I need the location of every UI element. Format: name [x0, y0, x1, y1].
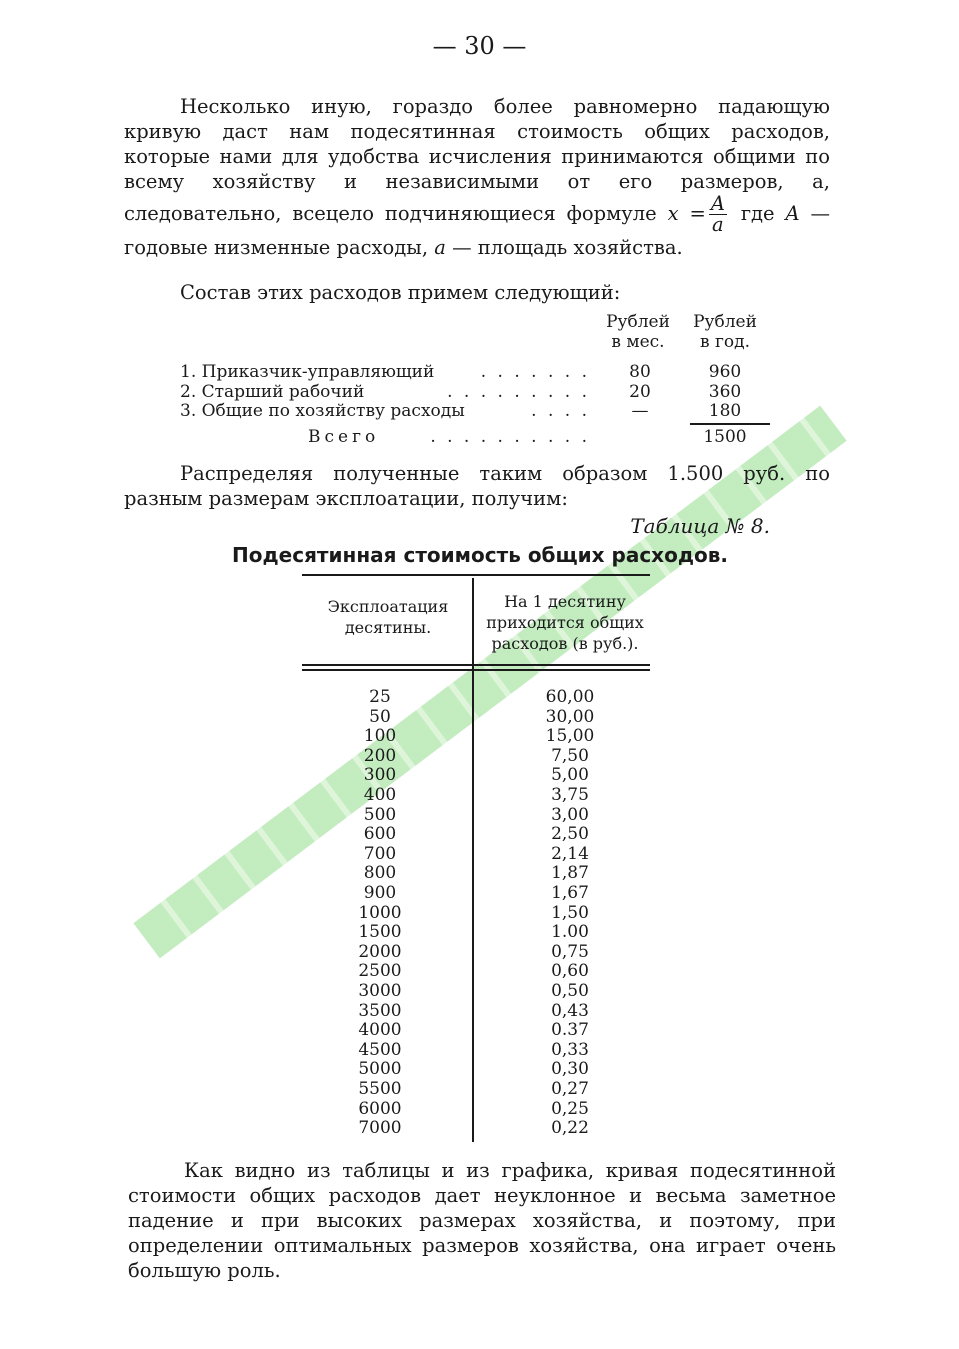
table-header-rule-2	[302, 669, 650, 671]
formula-numerator: A	[710, 192, 725, 215]
table-cell-cost: 0,50	[551, 981, 589, 1001]
table-cell-area: 1000	[358, 902, 402, 923]
table-cell-area: 300	[363, 765, 397, 786]
table-cell-cost: 30,00	[545, 706, 595, 727]
table-cell-area: 1500	[358, 922, 402, 943]
paragraph-distribution	[124, 461, 830, 511]
table-cell-cost: 3,00	[551, 804, 589, 825]
table-cell-cost: 0,27	[551, 1079, 589, 1099]
expense-year: 960	[708, 362, 742, 382]
expense-row	[180, 362, 780, 382]
formula-denominator: a	[712, 213, 724, 236]
paragraph-intro-text: Несколько иную, гораздо более равномерно падающую кривую даст нам подесятинная стоимость общих расходов, которые нами для удобства исчисления принимаются общими по всему хозяйству и независимыми от его размеров, а, следовательно, всецело подчиняющиеся формуле	[124, 95, 830, 225]
paragraph-composition-text: Состав этих расходов примем следующий:	[180, 281, 621, 304]
table-cell-cost: 0.37	[551, 1020, 589, 1041]
table-cell-area: 700	[363, 843, 397, 864]
table-cell-area: 800	[363, 863, 397, 884]
table-cell-area: 7000	[358, 1118, 402, 1139]
table-cell-area: 200	[363, 745, 397, 766]
expense-total-row	[180, 427, 780, 447]
table-cell-area: 5000	[358, 1059, 402, 1080]
table-top-rule	[302, 574, 650, 576]
expense-row	[180, 401, 780, 421]
table-cell-cost: 0,60	[551, 961, 589, 982]
table-cell-cost: 2,50	[551, 824, 589, 845]
table-cell-cost: 0,25	[551, 1098, 589, 1119]
expenses-header-month	[598, 312, 678, 352]
expenses-header-year-line2: в год.	[700, 332, 750, 352]
table-cell-area: 100	[363, 726, 397, 747]
table-cell-cost: 0,43	[551, 1000, 589, 1021]
table-cell-cost: 0,22	[551, 1118, 589, 1139]
formula-explain-A: — годовые низменные расходы,	[124, 202, 830, 259]
table-cell-cost: 2,14	[551, 843, 589, 864]
table-cell-cost: 0,33	[551, 1039, 589, 1060]
table-cell-area: 900	[363, 883, 397, 903]
table-cell-area: 3000	[358, 981, 402, 1001]
expense-total-year: 1500	[703, 427, 747, 447]
table-cell-cost: 60,00	[545, 687, 595, 707]
table-cell-area: 6000	[358, 1098, 402, 1119]
table-cell-cost: 1,50	[551, 902, 589, 923]
table-cell-area: 25	[369, 687, 391, 707]
expenses-header-month-line1: Рублей	[606, 312, 670, 332]
table-cell-cost: 1,87	[551, 863, 589, 884]
table-cell-cost: 15,00	[545, 726, 595, 747]
expense-month: 20	[629, 382, 651, 402]
paragraph-conclusion-text: Как видно из таблицы и из графика, кривая подесятинной стоимости общих расходов дает неуклонное и весьма заметное падение и при высоких размерах хозяйства, и поэтому, при определении оптимальных размеров хозяйства, она играет очень большую роль.	[128, 1159, 836, 1282]
expense-label: 1. Приказчик-управляющий	[180, 362, 435, 382]
expense-month: —	[631, 401, 649, 421]
table-cell-cost: 1,67	[551, 883, 589, 903]
formula-symbol-a: a	[434, 236, 446, 259]
table-cell-area: 50	[369, 706, 391, 727]
table-cell-cost: 0,30	[551, 1059, 589, 1080]
expense-year: 180	[708, 401, 742, 421]
table-cell-cost: 3,75	[551, 785, 589, 805]
table-header-rule-1	[302, 664, 650, 666]
table-cell-area: 400	[363, 785, 397, 805]
table-cell-area: 4500	[358, 1039, 402, 1060]
expense-dots: . . . .	[531, 401, 590, 421]
table-cell-cost: 5,00	[551, 765, 589, 786]
paragraph-distribution-text: Распределяя полученные таким образом 1.500 руб. по разным размерам эксплоатации, получим:	[124, 462, 830, 510]
table-cell-area: 600	[363, 824, 397, 845]
table-cell-cost: 0,75	[551, 941, 589, 962]
expense-year: 360	[708, 382, 742, 402]
table-cell-cost: 7,50	[551, 745, 589, 766]
table-header-area: Эксплоатация десятины.	[327, 597, 449, 637]
formula-lhs: x =	[667, 202, 706, 225]
page-number: — 30 —	[432, 32, 527, 60]
formula-fraction	[709, 194, 727, 235]
paragraph-intro	[124, 94, 830, 260]
expenses-header-year	[685, 312, 765, 352]
expense-label: 2. Старший рабочий	[180, 382, 365, 402]
expense-dots: . . . . . . .	[480, 362, 590, 382]
expense-total-dots: . . . . . . . . . .	[430, 427, 590, 447]
formula-explain-a: — площадь хозяйства.	[452, 236, 683, 259]
table-cell-area: 2000	[358, 941, 402, 962]
paragraph-conclusion	[128, 1158, 836, 1283]
table-cell-area: 4000	[358, 1020, 402, 1041]
table-cell-area: 2500	[358, 961, 402, 982]
table-title: Подесятинная стоимость общих расходов.	[232, 543, 728, 567]
expenses-header-year-line1: Рублей	[693, 312, 757, 332]
table-cell-area: 500	[363, 804, 397, 825]
table-cell-area: 5500	[358, 1079, 402, 1099]
expense-total-label: Всего	[308, 427, 380, 447]
table-header-cost: На 1 десятину приходится общих расходов (в руб.).	[486, 592, 644, 653]
expense-label: 3. Общие по хозяйству расходы	[180, 401, 465, 421]
table-cell-cost: 1.00	[551, 922, 589, 943]
formula-where: где	[740, 202, 775, 225]
paragraph-composition	[124, 280, 830, 305]
expenses-header-month-line2: в мес.	[611, 332, 665, 352]
table-cell-area: 3500	[358, 1000, 402, 1021]
expenses-sum-rule	[690, 423, 770, 425]
table-label: Таблица № 8.	[630, 514, 770, 538]
expense-row	[180, 382, 780, 402]
expense-dots: . . . . . . . . .	[447, 382, 590, 402]
table-column-divider	[472, 578, 474, 1142]
expense-month: 80	[629, 362, 651, 382]
formula-symbol-A: A	[785, 202, 800, 225]
